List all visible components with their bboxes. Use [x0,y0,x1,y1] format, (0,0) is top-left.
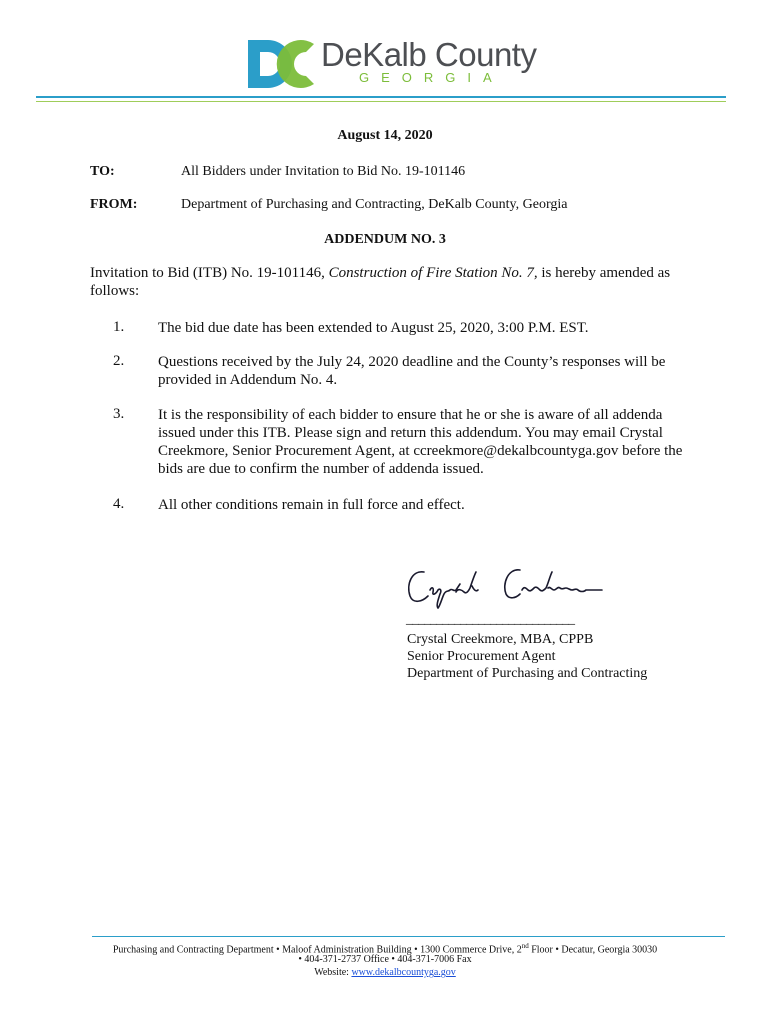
footer-website [0,966,770,979]
memo-date: August 14, 2020 [337,128,433,143]
dekalb-logo [246,36,536,92]
project-name: Construction of Fire Station No. 7, [328,265,538,281]
intro-suffix: is hereby amended as follows: [90,265,671,299]
item-text: The bid due date has been extended to August 25, 2020, 3:00 P.M. EST. [158,320,589,336]
signature-line: ____________________________ [406,612,574,627]
website-link[interactable]: www.dekalbcountyga.gov [351,967,456,978]
addendum-title: ADDENDUM NO. 3 [324,232,446,247]
item-number: 2. [113,353,125,369]
to-label: TO: [90,164,115,179]
handwritten-signature [402,562,612,614]
org-name: DeKalb County [321,36,537,73]
signer-name: Crystal Creekmore, MBA, CPPB [407,632,594,647]
footer-address-a: Purchasing and Contracting Department • Maloof Administration Building • 1300 Commerce Drive, 2 [112,944,522,956]
dc-logo-mark-icon [246,36,318,92]
item-text: Questions received by the July 24, 2020 deadline and the County’s responses will be provided in Addendum No. 4. [158,354,666,388]
signer-title: Senior Procurement Agent [407,649,556,664]
item-number: 1. [113,319,125,335]
footer-address-sup: nd [521,942,529,950]
item-number: 4. [113,496,125,512]
item-text: It is the responsibility of each bidder to ensure that he or she is aware of all addenda issued under this ITB. Please sign and return this addendum. You may email Crystal Creekmore, Senior Procurement Agent, at ccreekmore@dekalbcountyga.gov before the bids are due to confirm the number of addenda issued. [158,407,683,477]
intro-prefix: Invitation to Bid (ITB) No. 19-101146, [90,265,329,281]
header-rule-blue [36,96,726,98]
from-value: Department of Purchasing and Contracting, DeKalb County, Georgia [181,197,568,212]
org-state: GEORGIA [359,70,504,85]
item-text: All other conditions remain in full force and effect. [158,497,465,513]
item-number: 3. [113,406,125,422]
website-label: Website: [314,967,352,978]
intro-paragraph [90,264,690,300]
signature-icon [402,562,612,614]
footer-phone: • 404-371-2737 Office • 404-371-7006 Fax [298,954,472,965]
footer-address-b: Floor • Decatur, Georgia 30030 [528,944,658,956]
to-value: All Bidders under Invitation to Bid No. 19-101146 [181,164,466,179]
footer-rule [92,936,725,937]
header-rule-green [36,101,726,102]
from-label: FROM: [90,197,138,212]
signer-department: Department of Purchasing and Contracting [407,666,648,681]
